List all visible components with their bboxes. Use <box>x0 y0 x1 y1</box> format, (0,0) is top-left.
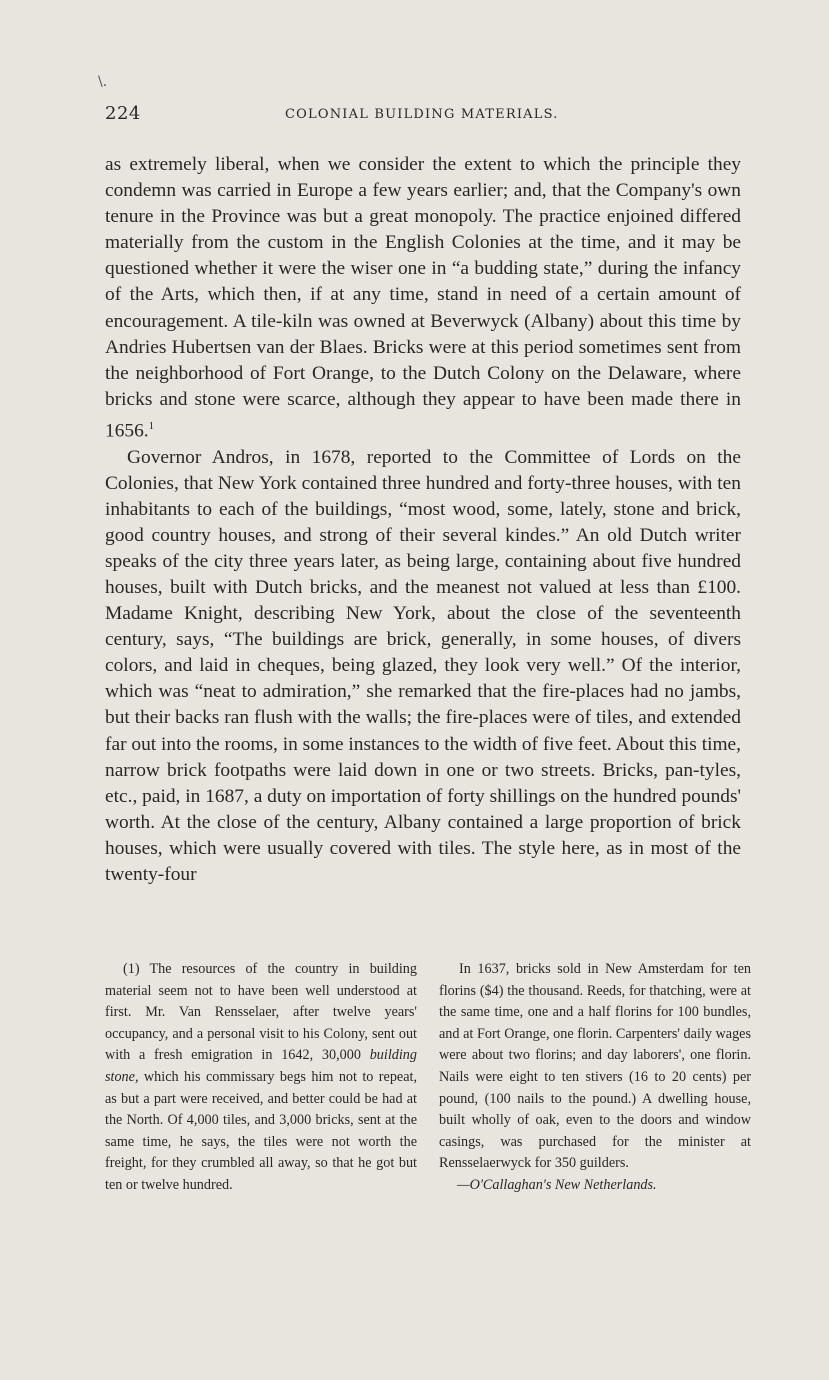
paragraph-text: as extremely liberal, when we consider the extent to which the principle they condemn was carried in Europe a few years earlier; and, that the Company's own tenure in the Province was but a great monopoly. The practice enjoined differed materially from the custom in the English Colonies at the time, and it may be questioned whether it were the wiser one in “a budding state,” during the infancy of the Arts, which then, if at any time, stand in need of a certain amount of encouragement. A tile-kiln was owned at Beverwyck (Albany) about this time by Andries Hubertsen van der Blaes. Bricks were at this period sometimes sent from the neighborhood of Fort Orange, to the Dutch Colony on the Delaware, where bricks and stone were scarce, although they appear to have been made there in 1656. <box>105 154 741 442</box>
footnote-segment: (1) The resources of the country in building material seem not to have been well understood at first. Mr. Van Rensselaer, after twelve years' occupancy, and a personal visit to his Colony, sent out with a fresh emigration in 1642, 30,000 <box>105 961 417 1064</box>
footnote-left-column <box>105 959 417 1197</box>
footnote-segment: which his commissary begs him not to repeat, as but a part were received, and better could be had at the North. Of 4,000 tiles, and 3,000 bricks, sent at the same time, he says, the tiles were not worth the freight, for they crumbled all away, so that he got but ten or twelve hundred. <box>105 1068 417 1193</box>
paragraph: Governor Andros, in 1678, reported to the Committee of Lords on the Colonies, that New York contained three hundred and forty-three houses, with ten inhabitants to each of the buildings, “most wood, some, lately, stone and brick, good country houses, and strong of their several kindes.” An old Dutch writer speaks of the city three years later, as being large, containing about five hundred houses, built with Dutch bricks, and the meanest not valued at less than £100. Madame Knight, describing New York, about the close of the seventeenth century, says, “The buildings are brick, generally, in some houses, of divers colors, and laid in cheques, being glazed, they look very well.” Of the interior, which was “neat to admiration,” she remarked that the fire-places had no jambs, but their backs ran flush with the walls; the fire-places were of tiles, and extended far out into the rooms, in some instances to the width of five feet. About this time, narrow brick footpaths were laid down in one or two streets. Bricks, pan-tyles, etc., paid, in 1687, a duty on importation of forty shillings on the hundred pounds' worth. At the close of the century, Albany contained a large proportion of brick houses, which were usually covered with tiles. The style here, as in most of the twenty-four <box>105 446 742 885</box>
margin-mark: \. <box>98 74 108 90</box>
page-header <box>105 103 741 129</box>
main-text <box>105 152 741 888</box>
footnote-italic: building stone, <box>105 1047 417 1085</box>
footnote-text: In 1637, bricks sold in New Amsterdam for ten florins ($4) the thousand. Reeds, for thatching, were at the same time, one and a half florins for 100 bundles, and at Fort Orange, one florin. Carpenters' daily wages were about two florins; and day laborers', one florin. Nails were eight to ten stivers (16 to 20 cents) per pound, (100 nails to the pound.) A dwelling house, built wholly of oak, even to the doors and window casings, was purchased for the minister at Rensselaerwyck for 350 guilders. <box>439 961 751 1172</box>
footnote-source: —O'Callaghan's New Netherlands. <box>457 1176 657 1193</box>
page-number: 224 <box>105 103 141 124</box>
running-title: COLONIAL BUILDING MATERIALS. <box>285 107 559 122</box>
paragraph <box>105 152 741 445</box>
footnote-text <box>105 959 417 1197</box>
footnote-right-column <box>439 959 751 1197</box>
footnote-reference: 1 <box>148 419 155 432</box>
footnotes <box>105 959 751 1197</box>
